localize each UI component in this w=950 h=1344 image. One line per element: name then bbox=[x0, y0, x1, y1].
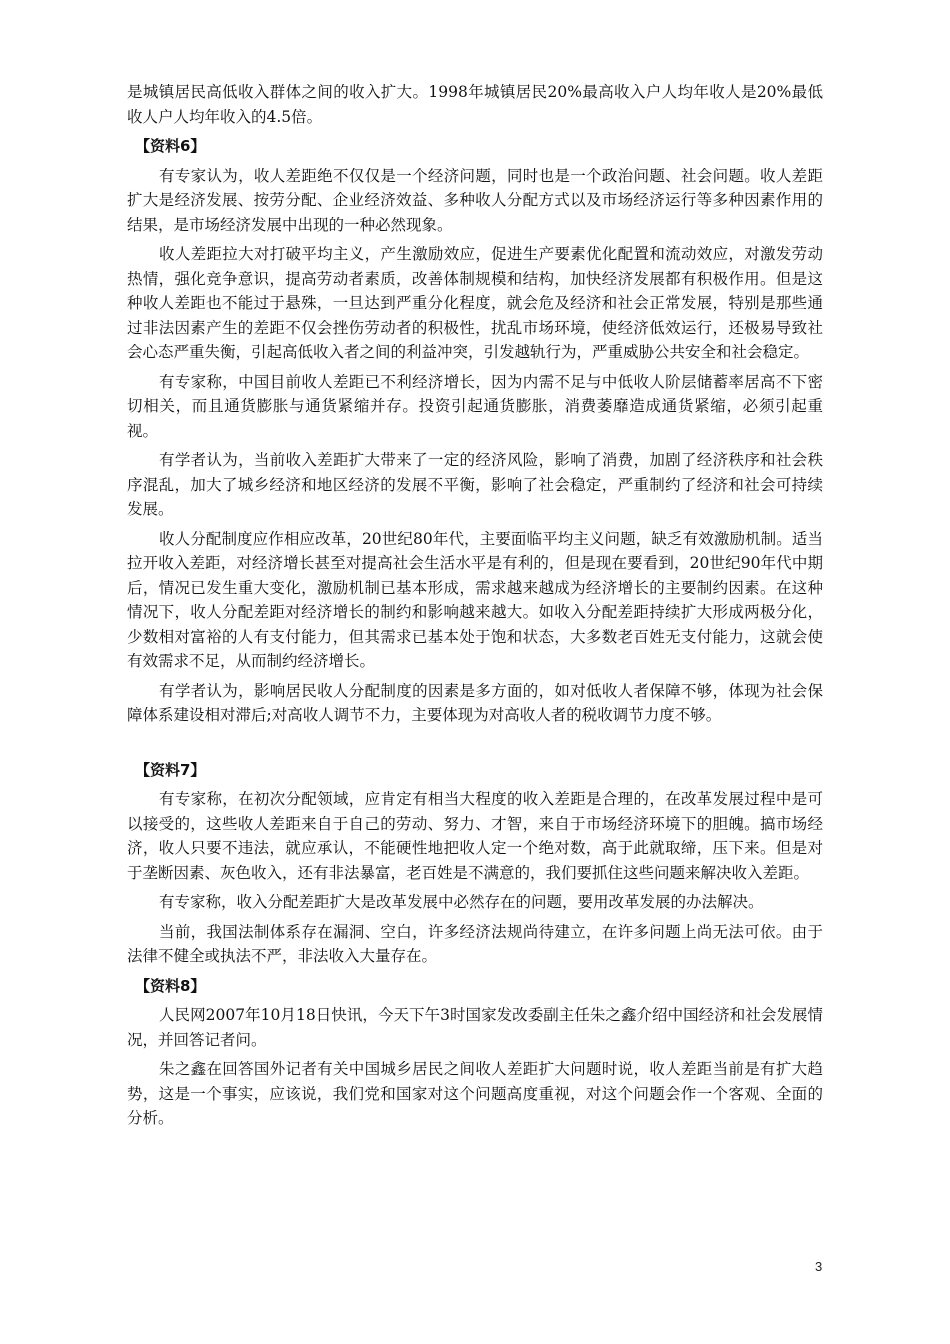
section-heading-6: 【资料6】 bbox=[135, 137, 206, 155]
paragraph: 有专家称，收入分配差距扩大是改革发展中必然存在的问题，要用改革发展的办法解决。 bbox=[159, 893, 764, 911]
paragraph: 收人分配制度应作相应改革，20世纪80年代，主要面临平均主义问题，缺乏有效激励机制。适当拉开收入差距，对经济增长甚至对提高社会生活水平是有利的，但是现在要看到，20世纪90年代中期后，情况已发生重大变化，激励机制已基本形成，需求越来越成为经济增长的主要制约因素。在这种情况下，收人分配差距对经济增长的制约和影响越来越大。如收入分配差距持续扩大形成两极分化，少数相对富裕的人有支付能力，但其需求已基本处于饱和状态，大多数老百姓无支付能力，这就会使有效需求不足，从而制约经济增长。 bbox=[127, 529, 823, 670]
section-heading-7: 【资料7】 bbox=[135, 760, 206, 779]
paragraph: 有专家称，中国目前收人差距已不利经济增长，因为内需不足与中低收人阶层储蓄率居高不下密切相关，而且通货膨胀与通货紧缩并存。投资引起通货膨胀，消费萎靡造成通货紧缩，必须引起重视。 bbox=[127, 372, 823, 440]
paragraph-continuation: 是城镇居民高低收入群体之间的收入扩大。1998年城镇居民20%最高收入户人均年收人是20%最低收人户人均年收入的4.5倍。 bbox=[127, 83, 823, 126]
document-body bbox=[127, 80, 823, 1131]
paragraph: 有专家称，在初次分配领域，应肯定有相当大程度的收入差距是合理的，在改革发展过程中是可以接受的，这些收人差距来自于自己的劳动、努力、才智，来自于市场经济环境下的胆魄。搞市场经济，收人只要不违法，就应承认，不能硬性地把收人定一个绝对数，高于此就取缔，压下来。但是对于垄断因素、灰色收入，还有非法暴富，老百姓是不满意的，我们要抓住这些问题来解决收入差距。 bbox=[127, 790, 823, 882]
paragraph: 有学者认为，影响居民收人分配制度的因素是多方面的，如对低收人者保障不够，体现为社会保障体系建设相对滞后;对高收人调节不力，主要体现为对高收人者的税收调节力度不够。 bbox=[127, 681, 823, 724]
paragraph: 当前，我国法制体系存在漏洞、空白，许多经济法规尚待建立，在许多问题上尚无法可依。由于法律不健全或执法不严，非法收入大量存在。 bbox=[127, 922, 823, 965]
paragraph: 朱之鑫在回答国外记者有关中国城乡居民之间收人差距扩大问题时说，收人差距当前是有扩大趋势，这是一个事实，应该说，我们党和国家对这个问题高度重视，对这个问题会作一个客观、全面的分析。 bbox=[127, 1060, 823, 1127]
paragraph: 人民网2007年10月18日快讯，今天下午3时国家发改委副主任朱之鑫介绍中国经济和社会发展情况，并回答记者问。 bbox=[127, 1006, 823, 1049]
section-heading-8: 【资料8】 bbox=[135, 976, 206, 995]
page-number: 3 bbox=[815, 1259, 823, 1274]
paragraph: 有学者认为，当前收入差距扩大带来了一定的经济风险，影响了消费，加剧了经济秩序和社会秩序混乱，加大了城乡经济和地区经济的发展不平衡，影响了社会稳定，严重制约了经济和社会可持续发展。 bbox=[127, 451, 823, 518]
paragraph: 收人差距拉大对打破平均主义，产生激励效应，促进生产要素优化配置和流动效应，对激发劳动热情，强化竞争意识，提高劳动者素质，改善体制规模和结构，加快经济发展都有积极作用。但是这种收人差距也不能过于悬殊，一旦达到严重分化程度，就会危及经济和社会正常发展，特别是那些通过非法因素产生的差距不仅会挫伤劳动者的积极性，扰乱市场环境，使经济低效运行，还极易导致社会心态严重失衡，引起高低收入者之间的利益冲突，引发越轨行为，严重威胁公共安全和社会稳定。 bbox=[127, 245, 823, 361]
paragraph: 有专家认为，收人差距绝不仅仅是一个经济问题，同时也是一个政治问题、社会问题。收人差距扩大是经济发展、按劳分配、企业经济效益、多种收人分配方式以及市场经济运行等多种因素作用的结果，是市场经济发展中出现的一种必然现象。 bbox=[127, 166, 823, 234]
